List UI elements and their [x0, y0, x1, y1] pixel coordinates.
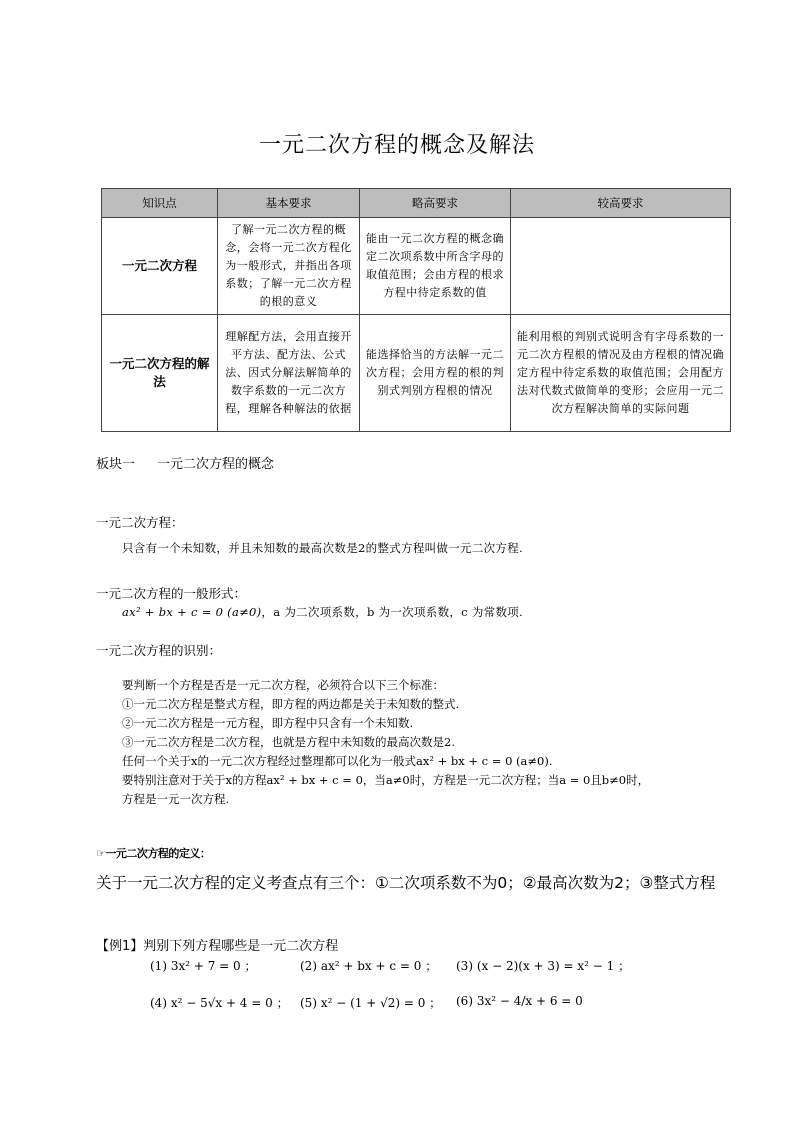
table-row	[102, 315, 731, 432]
general-form-label: 一元二次方程的一般形式：	[96, 586, 247, 601]
requirements-table	[101, 188, 731, 432]
column-header: 较高要求	[511, 189, 731, 218]
list-item: ②一元二次方程是一元方程，即方程中只含有一个未知数.	[122, 716, 414, 730]
example-title: 【例1】判别下列方程哪些是一元二次方程	[96, 939, 339, 954]
list-item: ③一元二次方程是二次方程，也就是方程中未知数的最高次数是2.	[122, 735, 455, 749]
section-number: 板块一	[96, 457, 136, 472]
list-item: ①一元二次方程是整式方程，即方程的两边都是关于未知数的整式.	[122, 697, 460, 711]
definition-text: 只含有一个未知数，并且未知数的最高次数是2的整式方程叫做一元二次方程.	[122, 541, 523, 555]
list-item: 方程是一元一次方程.	[122, 792, 230, 806]
higher-requirement-cell: 能由一元二次方程的概念确定二次项系数中所含字母的取值范围；会由方程的根求方程中待定系数的值	[360, 218, 511, 315]
highest-requirement-cell: 能利用根的判别式说明含有字母系数的一元二次方程根的情况及由方程根的情况确定方程中待定系数的取值范围；会用配方法对代数式做简单的变形；会应用一元二次方程解决简单的实际问题	[511, 315, 731, 432]
table-header-row	[102, 189, 731, 218]
example-equation-4: (4) x² − 5√x + 4 = 0 ；	[150, 996, 289, 1010]
knowledge-point-cell: 一元二次方程	[102, 218, 218, 315]
section-name: 一元二次方程的概念	[157, 457, 275, 472]
example-equation-2: (2) ax² + bx + c = 0 ；	[300, 959, 438, 973]
identification-list	[122, 676, 649, 809]
identification-label: 一元二次方程的识别：	[96, 643, 222, 658]
section-heading	[96, 453, 274, 472]
table-row	[102, 218, 731, 315]
column-header: 知识点	[102, 189, 218, 218]
example-equation-1: (1) 3x² + 7 = 0 ；	[150, 959, 257, 973]
basic-requirement-cell: 理解配方法，会用直接开平方法、配方法、公式法、因式分解法解简单的数字系数的一元二次方程，理解各种解法的依据	[218, 315, 360, 432]
column-header: 略高要求	[360, 189, 511, 218]
example-equation-6: (6) 3x² − 4/x + 6 = 0	[456, 994, 583, 1008]
general-form-line	[122, 604, 523, 620]
definition-label: 一元二次方程：	[96, 515, 184, 530]
general-form-text: ，a 为二次项系数，b 为一次项系数，c 为常数项.	[261, 605, 524, 619]
list-item: 任何一个关于x的一元二次方程经过整理都可以化为一般式ax² + bx + c = 0 (a≠0).	[122, 754, 553, 768]
general-form-formula: ax² + bx + c = 0 (a≠0)	[122, 605, 262, 619]
basic-requirement-cell: 了解一元二次方程的概念，会将一元二次方程化为一般形式，并指出各项系数；了解一元二次方程的根的意义	[218, 218, 360, 315]
higher-requirement-cell: 能选择恰当的方法解一元二次方程；会用方程的根的判别式判别方程根的情况	[360, 315, 511, 432]
list-item: 要特别注意对于关于x的方程ax² + bx + c = 0，当a≠0时，方程是一元二次方程；当a = 0且b≠0时，	[122, 773, 650, 787]
example-equation-5: (5) x² − (1 + √2) = 0 ；	[300, 996, 442, 1010]
hint-text: 关于一元二次方程的定义考查点有三个：①二次项系数不为0；②最高次数为2；③整式方程	[96, 874, 716, 892]
highest-requirement-cell	[511, 218, 731, 315]
knowledge-point-cell: 一元二次方程的解法	[102, 315, 218, 432]
hint-heading: ☞一元二次方程的定义：	[96, 847, 211, 860]
column-header: 基本要求	[218, 189, 360, 218]
example-equation-3: (3) (x − 2)(x + 3) = x² − 1 ；	[456, 959, 631, 973]
list-item: 要判断一个方程是否是一元二次方程，必须符合以下三个标准：	[122, 678, 444, 692]
page-title: 一元二次方程的概念及解法	[258, 133, 535, 158]
